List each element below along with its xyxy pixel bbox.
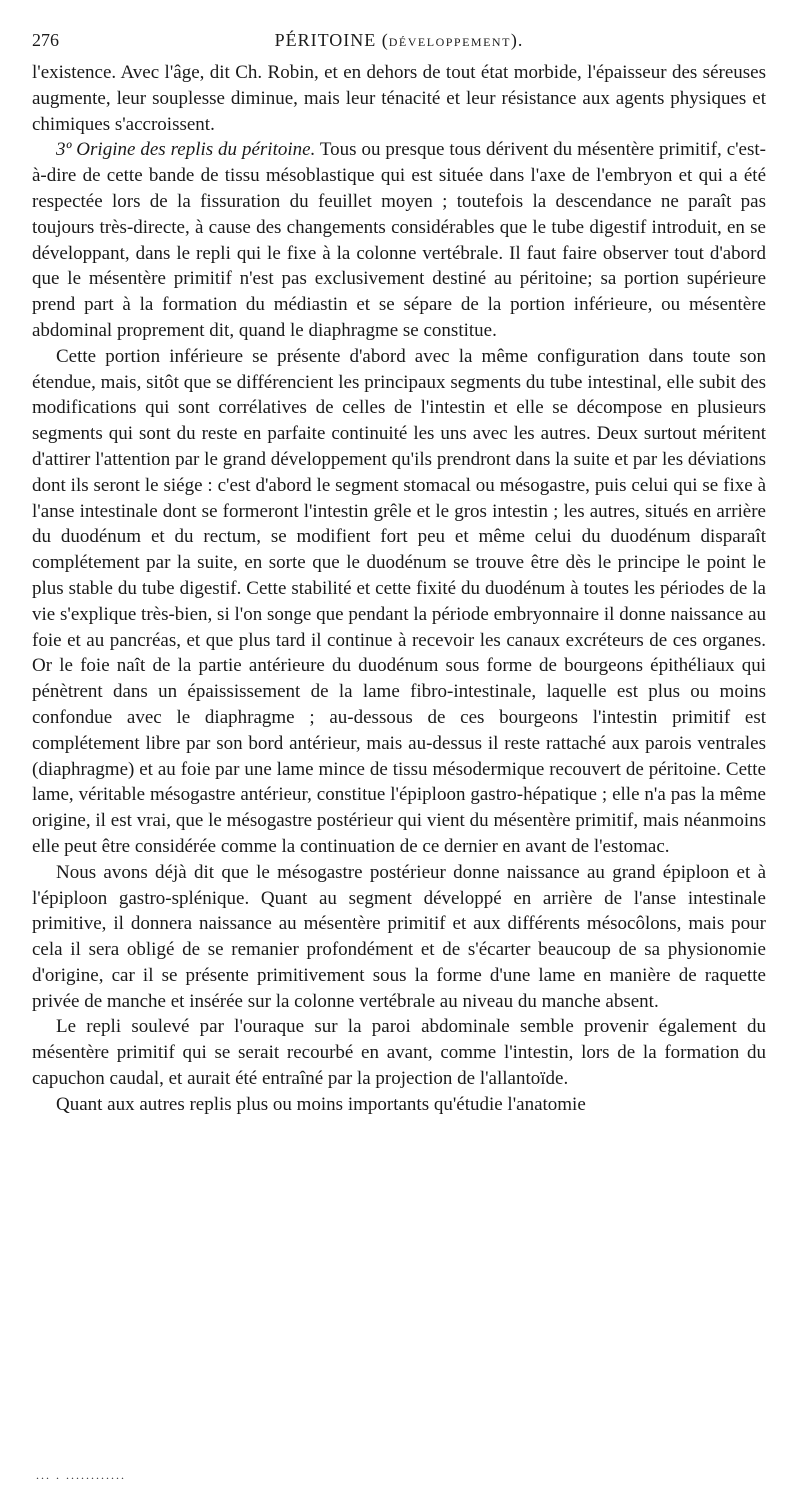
- running-head-main: PÉRITOINE (: [274, 30, 389, 50]
- section-heading: 3º Origine des replis du péritoine.: [56, 139, 316, 161]
- page-number: 276: [32, 30, 59, 50]
- running-head-subtitle: DÉVELOPPEMENT: [388, 35, 511, 49]
- paragraph-origine-replis: [32, 137, 766, 343]
- paragraph-portion-inferieure: Cette portion inférieure se présente d'abord avec la même configuration dans toute son étendue, mais, sitôt que se différencient les principaux segments du tube intestinal, elle subit des modifications qui sont corrélatives de celles de l'intestin et elle se décompose en plusieurs segments qui sont du reste en parfaite continuité les uns avec les autres. Deux surtout méritent d'attirer l'attention par le grand développement qu'ils prendront dans la suite et par les déviations dont ils seront le siége : c'est d'abord le segment stomacal ou mésogastre, puis celui qui se fixe à l'anse intestinale dont se formeront l'intestin grêle et le gros intestin ; les autres, situés en arrière du duodénum et du rectum, se modifient fort peu et même celui du duodénum disparaît complétement par la suite, en sorte que le duodénum se trouve être dès le principe le point le plus stable du tube digestif. Cette stabilité et cette fixité du duodénum à toutes les périodes de la vie s'explique très-bien, si l'on songe que pendant la période embryonnaire il donne naissance au foie et au pancréas, et que plus tard il continue à recevoir les canaux excréteurs de ces organes. Or le foie naît de la partie antérieure du duodénum sous forme de bourgeons épithéliaux qui pénètrent dans un épaississement de la lame fibro-intestinale, laquelle est plus ou moins confondue avec le diaphragme ; au-dessous de ces bourgeons l'intestin primitif est complétement libre par son bord antérieur, mais au-dessus il reste rattaché aux parois ventrales (diaphragme) et au foie par une lame mince de tissu mésodermique recouvert de péritoine. Cette lame, véritable mésogastre antérieur, constitue l'épiploon gastro-hépatique ; elle n'a pas la même origine, il est vrai, que le mésogastre postérieur qui vient du mésentère primitif, mais néanmoins elle peut être considérée comme la continuation de ce dernier en avant de l'estomac.: [32, 345, 766, 857]
- page: [32, 30, 766, 1118]
- paragraph-ouraque: Le repli soulevé par l'ouraque sur la paroi abdominale semble provenir également du mésentère primitif qui se serait recourbé en avant, comme l'intestin, lors de la formation du capuchon caudal, et aurait été entraîné par la projection de l'allantoïde.: [32, 1016, 766, 1090]
- footer-dots: ... . ............: [36, 1468, 126, 1482]
- running-head: [32, 30, 766, 51]
- paragraph-mesogastre: Nous avons déjà dit que le mésogastre postérieur donne naissance au grand épiploon et à l'épiploon gastro-splénique. Quant au segment développé en arrière de l'anse intestinale primitive, il donnera naissance au mésentère primitif et aux différents mésocôlons, mais pour cela il sera obligé de se remanier profondément et de s'écarter beaucoup de sa physionomie d'origine, car il se présente primitivement sous la forme d'une lame en manière de raquette privée de manche et insérée sur la colonne vertébrale au niveau du manche absent.: [32, 861, 766, 1012]
- paragraph-autres-replis: Quant aux autres replis plus ou moins importants qu'étudie l'anatomie: [56, 1093, 586, 1115]
- paragraph-continuation: l'existence. Avec l'âge, dit Ch. Robin, et en dehors de tout état morbide, l'épaisseur des séreuses augmente, leur souplesse diminue, mais leur ténacité et leur résistance aux agents physiques et chimiques s'accroissent.: [32, 62, 766, 135]
- running-head-close: ).: [510, 30, 524, 50]
- page-header: [32, 30, 766, 54]
- paragraph-body: Tous ou presque tous dérivent du mésentère primitif, c'est-à-dire de cette bande de tissu mésoblastique qui est située dans l'axe de l'embryon et qui a été respectée lors de la fissuration du feuillet moyen ; toutefois la descendance ne paraît pas toujours très-directe, à cause des changements considérables que le tube digestif introduit, en se développant, dans le repli qui le fixe à la colonne vertébrale. Il faut faire observer tout d'abord que le mésentère primitif n'est pas exclusivement destiné au péritoine; sa portion supérieure prend part à la formation du médiastin et se sépare de la portion inférieure, ou mésentère abdominal proprement dit, quand le diaphragme se constitue.: [32, 139, 766, 341]
